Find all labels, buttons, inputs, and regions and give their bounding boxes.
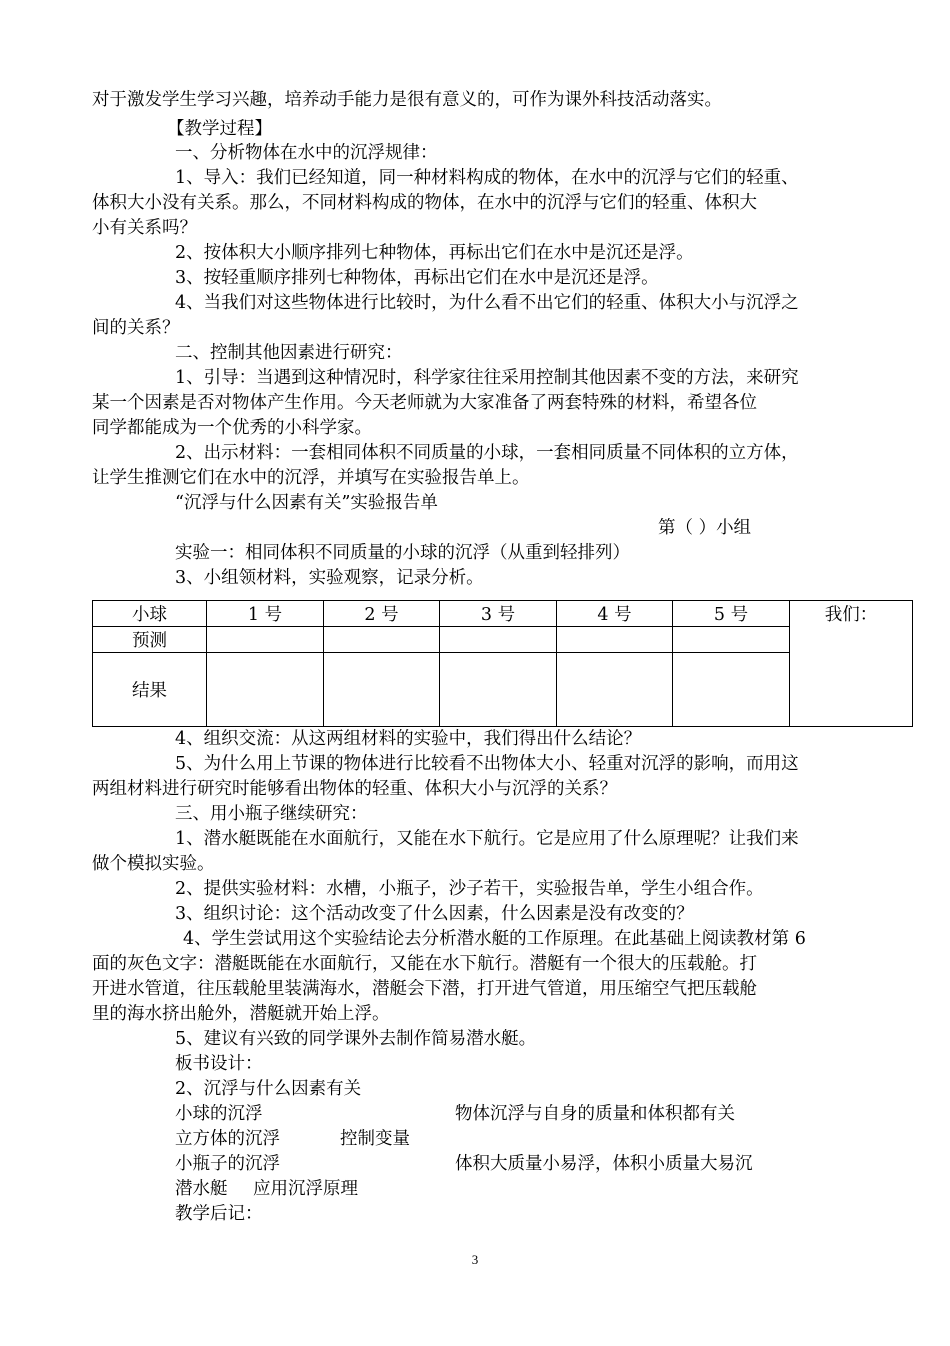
text-line: 体积大小没有关系。那么，不同材料构成的物体，在水中的沉浮与它们的轻重、体积大: [92, 193, 757, 213]
text-line: 做个模拟实验。: [92, 854, 215, 874]
after-class-notes-label: 教学后记：: [175, 1204, 263, 1224]
table-cell[interactable]: [557, 653, 673, 727]
table-cell[interactable]: [207, 653, 324, 727]
column-header: 3 号: [440, 601, 557, 627]
board-design-label: 板书设计：: [175, 1054, 263, 1074]
text-line: 2、按体积大小顺序排列七种物体，再标出它们在水中是沉还是浮。: [175, 243, 694, 263]
table-cell[interactable]: [207, 627, 324, 653]
text-line: 对于激发学生学习兴趣，培养动手能力是很有意义的，可作为课外科技活动落实。: [92, 90, 722, 110]
text-line: 里的海水挤出舱外，潜艇就开始上浮。: [92, 1004, 390, 1024]
column-header: 1 号: [207, 601, 324, 627]
text-line: 1、潜水艇既能在水面航行，又能在水下航行。它是应用了什么原理呢？让我们来: [175, 829, 799, 849]
column-header: 5 号: [673, 601, 790, 627]
text-line: 让学生推测它们在水中的沉浮，并填写在实验报告单上。: [92, 468, 530, 488]
text-line: 某一个因素是否对物体产生作用。今天老师就为大家准备了两套特殊的材料，希望各位: [92, 393, 757, 413]
text-line: 2、出示材料：一套相同体积不同质量的小球，一套相同质量不同体积的立方体，: [175, 443, 799, 463]
column-header: 2 号: [324, 601, 440, 627]
table-cell[interactable]: [673, 627, 790, 653]
text-line: 1、引导：当遇到这种情况时，科学家往往采用控制其他因素不变的方法，来研究: [175, 368, 799, 388]
page-number: 3: [471, 1252, 479, 1267]
section-heading: 二、控制其他因素进行研究：: [175, 343, 403, 363]
report-title: “沉浮与什么因素有关”实验报告单: [175, 493, 438, 513]
side-cell: 我们：: [790, 601, 913, 727]
text-line: 同学都能成为一个优秀的小科学家。: [92, 418, 372, 438]
board-item: 立方体的沉浮: [175, 1129, 280, 1149]
board-note: 控制变量: [340, 1129, 410, 1149]
board-item: 小瓶子的沉浮: [175, 1154, 280, 1174]
column-header: 4 号: [557, 601, 673, 627]
text-line: 间的关系？: [92, 318, 180, 338]
text-line: 4、组织交流：从这两组材料的实验中，我们得出什么结论？: [175, 729, 642, 749]
section-heading: 【教学过程】: [167, 119, 272, 139]
text-line: 开进水管道，往压载舱里装满海水，潜艇会下潜，打开进气管道，用压缩空气把压载舱: [92, 979, 757, 999]
board-note: 应用沉浮原理: [253, 1179, 358, 1199]
text-line: 实验一：相同体积不同质量的小球的沉浮（从重到轻排列）: [175, 543, 630, 563]
table-cell[interactable]: [440, 627, 557, 653]
group-label: 第（ ）小组: [658, 518, 752, 538]
section-heading: 一、分析物体在水中的沉浮规律：: [175, 143, 438, 163]
section-heading: 三、用小瓶子继续研究：: [175, 804, 368, 824]
board-title: 2、沉浮与什么因素有关: [175, 1079, 362, 1099]
table-cell[interactable]: [324, 653, 440, 727]
board-item: 小球的沉浮: [175, 1104, 263, 1124]
text-line: 2、提供实验材料：水槽，小瓶子，沙子若干，实验报告单，学生小组合作。: [175, 879, 764, 899]
text-line: 5、为什么用上节课的物体进行比较看不出物体大小、轻重对沉浮的影响，而用这: [175, 754, 799, 774]
table-cell[interactable]: [673, 653, 790, 727]
table-cell[interactable]: [557, 627, 673, 653]
text-line: 4、学生尝试用这个实验结论去分析潜水艇的工作原理。在此基础上阅读教材第 6: [183, 929, 806, 949]
text-line: 5、建议有兴致的同学课外去制作简易潜水艇。: [175, 1029, 537, 1049]
text-line: 面的灰色文字：潜艇既能在水面航行，又能在水下航行。潜艇有一个很大的压载舱。打: [92, 954, 757, 974]
text-line: 1、导入：我们已经知道，同一种材料构成的物体，在水中的沉浮与它们的轻重、: [175, 168, 799, 188]
text-line: 小有关系吗？: [92, 218, 197, 238]
text-line: 两组材料进行研究时能够看出物体的轻重、体积大小与沉浮的关系？: [92, 779, 617, 799]
board-note: 物体沉浮与自身的质量和体积都有关: [455, 1104, 735, 1124]
text-line: 4、当我们对这些物体进行比较时，为什么看不出它们的轻重、体积大小与沉浮之: [175, 293, 799, 313]
row-header: 结果: [93, 653, 207, 727]
text-line: 3、小组领材料，实验观察，记录分析。: [175, 568, 484, 588]
board-note: 体积大质量小易浮，体积小质量大易沉: [455, 1154, 753, 1174]
text-line: 3、组织讨论：这个活动改变了什么因素，什么因素是没有改变的？: [175, 904, 694, 924]
row-header: 预测: [93, 627, 207, 653]
table-cell[interactable]: [440, 653, 557, 727]
text-line: 3、按轻重顺序排列七种物体，再标出它们在水中是沉还是浮。: [175, 268, 659, 288]
table-corner-cell: 小球: [93, 601, 207, 627]
experiment-table: [92, 600, 913, 727]
table-cell[interactable]: [324, 627, 440, 653]
board-item: 潜水艇: [175, 1179, 228, 1199]
